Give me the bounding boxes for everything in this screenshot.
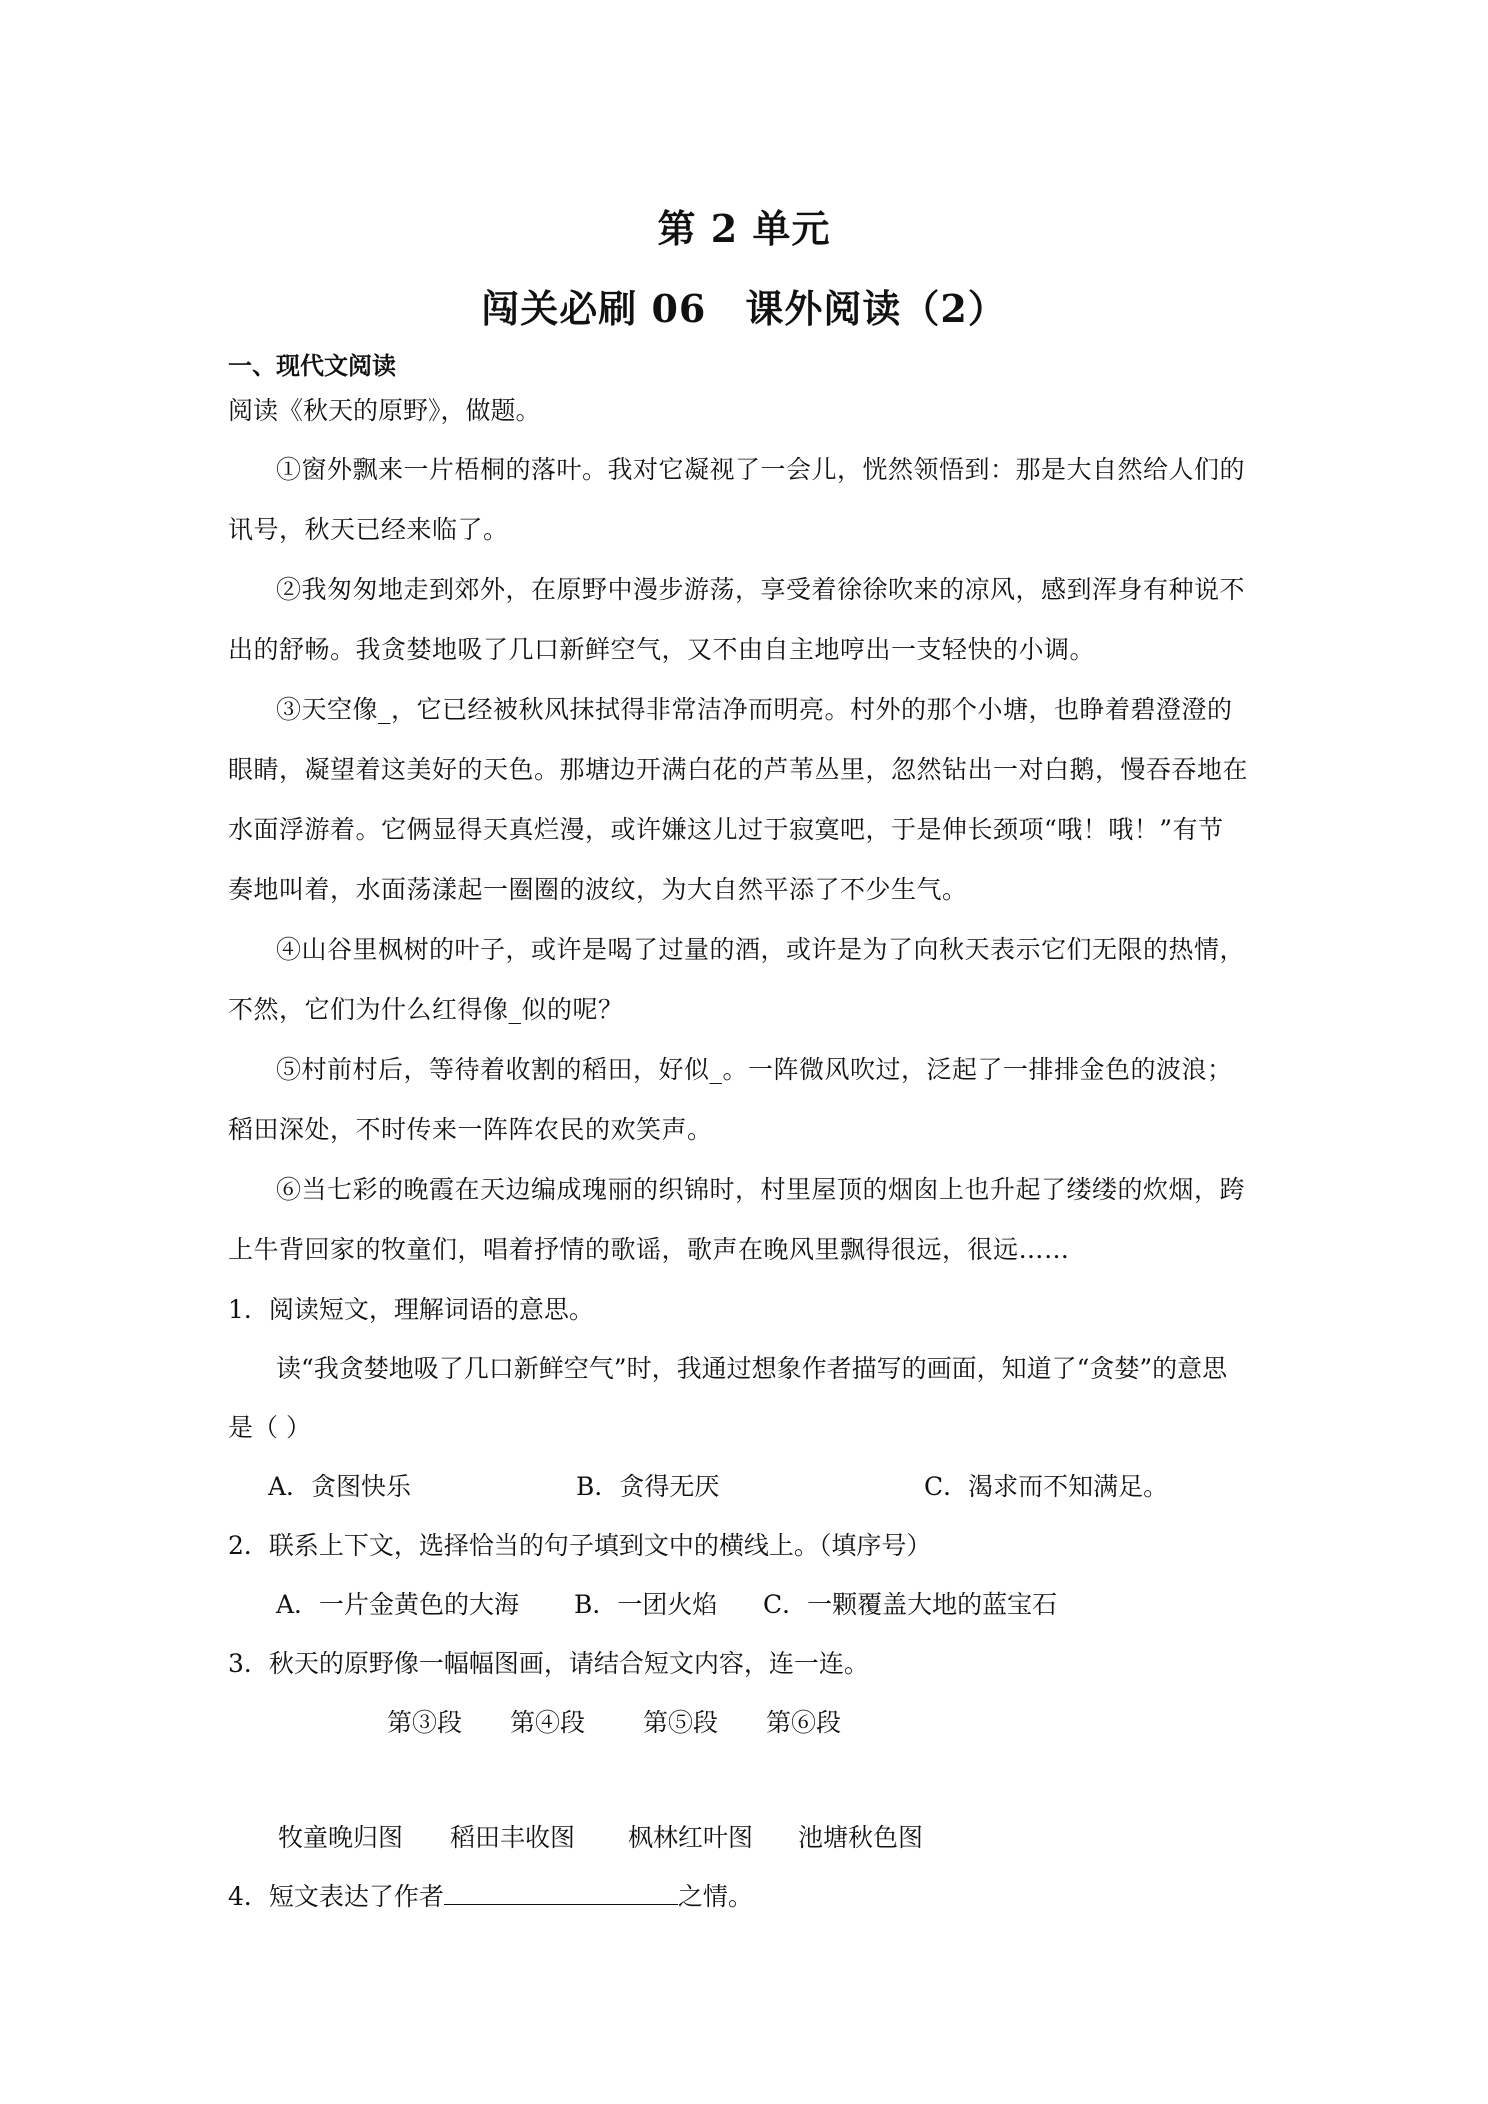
passage-line: 不然，它们为什么红得像_似的呢？	[228, 995, 624, 1024]
section-title: 一、现代文阅读	[228, 351, 396, 380]
passage-line: 讯号，秋天已经来临了。	[228, 515, 509, 544]
passage-line: ④山谷里枫树的叶子，或许是喝了过量的酒，或许是为了向秋天表示它们无限的热情，	[276, 935, 1246, 964]
unit-heading: 第 2 单元	[657, 206, 831, 251]
question-4	[228, 1877, 753, 1913]
question-1-stem: 读“我贪婪地吸了几口新鲜空气”时，我通过想象作者描写的画面，知道了“贪婪”的意思	[276, 1354, 1228, 1383]
page-title: 闯关必刷 06 课外阅读（2）	[481, 286, 1007, 331]
q3-paragraph-3: 第③段	[387, 1708, 463, 1737]
question-3: 3．秋天的原野像一幅幅图画，请结合短文内容，连一连。	[228, 1649, 869, 1678]
q1-option-b: B．贪得无厌	[576, 1472, 720, 1501]
q2-option-a: A．一片金黄色的大海	[276, 1590, 520, 1619]
question-4-suffix: 之情。	[677, 1882, 753, 1911]
passage-line: 稻田深处，不时传来一阵阵农民的欢笑声。	[228, 1115, 713, 1144]
question-2: 2．联系上下文，选择恰当的句子填到文中的横线上。（填序号）	[228, 1531, 932, 1560]
q1-option-a: A．贪图快乐	[268, 1472, 412, 1501]
q3-picture-1: 牧童晚归图	[278, 1823, 404, 1852]
q3-paragraph-5: 第⑤段	[643, 1708, 719, 1737]
passage-line: 出的舒畅。我贪婪地吸了几口新鲜空气，又不由自主地哼出一支轻快的小调。	[228, 635, 1096, 664]
question-4-prefix: 4．短文表达了作者	[228, 1882, 444, 1911]
intro-text: 阅读《秋天的原野》，做题。	[228, 396, 541, 425]
q3-picture-3: 枫林红叶图	[628, 1823, 754, 1852]
passage-line: ⑤村前村后，等待着收割的稻田，好似_。一阵微风吹过，泛起了一排排金色的波浪；	[276, 1055, 1233, 1084]
passage-line: ⑥当七彩的晚霞在天边编成瑰丽的织锦时，村里屋顶的烟囱上也升起了缕缕的炊烟，跨	[276, 1175, 1246, 1204]
q3-picture-2: 稻田丰收图	[450, 1823, 576, 1852]
passage-line: 眼睛，凝望着这美好的天色。那塘边开满白花的芦苇丛里，忽然钻出一对白鹅，慢吞吞地在	[228, 755, 1249, 784]
question-1: 1．阅读短文，理解词语的意思。	[228, 1295, 594, 1324]
question-1-stem: 是（ ）	[228, 1413, 311, 1442]
q2-option-c: C．一颗覆盖大地的蓝宝石	[763, 1590, 1058, 1619]
q3-picture-4: 池塘秋色图	[798, 1823, 924, 1852]
passage-line: 水面浮游着。它俩显得天真烂漫，或许嫌这儿过于寂寞吧，于是伸长颈项“哦！哦！”有节	[228, 815, 1224, 844]
q3-paragraph-4: 第④段	[510, 1708, 586, 1737]
q2-option-b: B．一团火焰	[574, 1590, 718, 1619]
passage-line: 上牛背回家的牧童们，唱着抒情的歌谣，歌声在晚风里飘得很远，很远……	[228, 1235, 1070, 1264]
q3-paragraph-6: 第⑥段	[766, 1708, 842, 1737]
passage-line: ③天空像_，它已经被秋风抹拭得非常洁净而明亮。村外的那个小塘，也睁着碧澄澄的	[276, 695, 1233, 724]
passage-line: 奏地叫着，水面荡漾起一圈圈的波纹，为大自然平添了不少生气。	[228, 875, 968, 904]
q1-option-c: C．渴求而不知满足。	[924, 1472, 1169, 1501]
passage-line: ②我匆匆地走到郊外，在原野中漫步游荡，享受着徐徐吹来的凉风，感到浑身有种说不	[276, 575, 1246, 604]
passage-line: ①窗外飘来一片梧桐的落叶。我对它凝视了一会儿，恍然领悟到：那是大自然给人们的	[276, 455, 1246, 484]
answer-blank[interactable]	[444, 1882, 678, 1905]
